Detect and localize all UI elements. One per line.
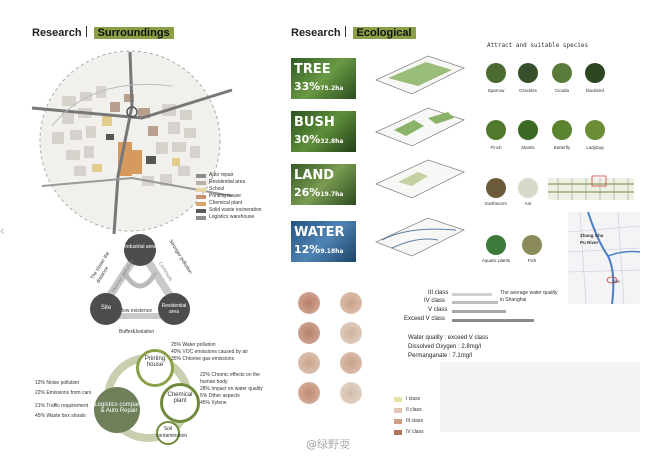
sample-circle [298,382,320,404]
triangle-mid-left-text: Heavier pollution [110,259,136,294]
prev-arrow-icon[interactable]: ‹ [0,222,5,238]
stats-chemical: 22% Chronic effects on the human body 28% Impact on water quality 5% Other aspects 45% Xylene [200,372,263,406]
legend-item: Chemical plant [196,200,262,207]
decorative-overlay [440,362,640,432]
left-title-highlight: Surroundings [94,27,174,39]
category-land: LAND 26%19.7ha [291,164,356,205]
species-label: Butterfly [553,145,571,150]
species-label: Grackles [519,88,537,93]
legend-swatch [394,430,402,435]
dissolved-oxygen-text: Dissolved Oxygen : 2.8mg/l [408,344,482,350]
watermark: @绿野耍 [306,438,350,451]
species-label: Cicada [554,88,569,93]
triangle-mid-right-text: Commute [156,260,174,283]
legend-label: II class [406,407,422,413]
legend-swatch [196,181,206,185]
legend-swatch [394,397,402,402]
node-printing-label: Printing house [144,356,166,368]
right-title-highlight: Ecological [353,27,416,39]
map-legend [196,172,262,221]
species-label: Fish [527,258,537,263]
water-bar [452,310,506,313]
triangle-right-text: Stronger pollution [167,238,194,276]
permanganate-text: Permanganate : 7.1mg/l [408,353,473,359]
legend-item: Residential area [196,179,262,186]
node-logistics-label: Logistics company & Auto Repair [94,402,144,414]
species-label: Sparrow [487,88,505,93]
ant-icon [518,178,538,198]
cicada-icon [552,63,572,83]
right-title-main: Research [291,27,341,39]
water-quality-text: Water quality : exceed V class [408,335,489,341]
legend-label: IV class [406,429,424,435]
species-label: Earthworm [485,201,507,206]
water-bar [452,319,534,322]
site-parcel-diagrams [368,50,468,280]
ladybug-icon [585,120,605,140]
legend-item: School [196,186,262,193]
water-bar [452,293,492,296]
legend-swatch [394,419,402,424]
sample-circle [298,292,320,314]
sample-circle [340,322,362,344]
water-avg-note: The average water quality in Shanghai [500,290,558,303]
category-bush: BUSH 30%32.8ha [291,111,356,152]
water-class-label: IV class [424,298,446,304]
triangle-bottom-text: low existence [122,308,153,314]
fish-icon [522,235,542,255]
node-printing [136,349,174,387]
category-water: WATER 12%9.18ha [291,221,356,262]
water-class-label: V class [428,307,448,313]
legend-label: III class [406,418,423,424]
legend-swatch [394,408,402,413]
legend-label: I class [406,396,421,402]
river-location-map [568,212,640,304]
grackles-icon [518,63,538,83]
legend-swatch [196,195,206,199]
species-label: Mantis [521,145,535,150]
left-title-main: Research [32,27,82,39]
legend-swatch [196,188,206,192]
left-title [32,26,174,39]
finch-icon [486,120,506,140]
water-bar [452,301,498,304]
mantis-icon [518,120,538,140]
water-class-label: Exceed V class [404,316,446,322]
sample-circle [340,382,362,404]
legend-swatch [196,216,206,220]
species-label: Aquatic plants [481,258,511,263]
category-tree: TREE 33%75.2ha [291,58,356,99]
right-title [291,26,416,39]
node-industrial-label: Industrial area [124,244,156,250]
node-site-label: Site [100,305,112,311]
legend-item: Auto repair [196,172,262,179]
stats-water: 25% Water pollution 40% VOC emissions caused by air 35% Chlorine gas emissions [171,342,248,362]
legend-swatch [196,202,206,206]
sample-circle [298,352,320,374]
legend-swatch [196,209,206,213]
sample-circle [340,292,362,314]
legend-swatch [196,174,206,178]
river-label: Zhang Cha Pu River [580,233,604,245]
triangle-left-text: The closer the distance [89,250,112,285]
aquatic-plants-icon [486,235,506,255]
legend-item: Logistics warehouse [196,214,262,221]
species-label: Finch [490,145,502,150]
legend-item: Solid waste incineration [196,207,262,214]
species-heading: Attract and suitable species [487,42,589,49]
sample-circle [340,352,362,374]
triangle-buffer-text: Buffer&Isolation [119,329,155,335]
earthworm-icon [486,178,506,198]
water-class-label: III class [428,290,449,296]
node-residential-label: Residential area [161,303,187,315]
node-soil-label: Soil contamination [156,426,188,439]
soil-section-graphic [548,174,634,204]
sparrow-icon [486,63,506,83]
species-label: Ladybug [586,145,604,150]
legend-item: Printing house [196,193,262,200]
species-label: blackbird [585,88,604,93]
blackbird-icon [585,63,605,83]
butterfly-icon [552,120,572,140]
node-chemical-label: Chemical plant [167,392,193,404]
species-label: Ant [524,201,532,206]
site-label: Site [612,279,620,284]
stats-logistics: 12% Noise pollution 22% Emissions from cars 21% Traffic requirement 45% Waste box shoals [35,380,92,419]
sample-circle [298,322,320,344]
